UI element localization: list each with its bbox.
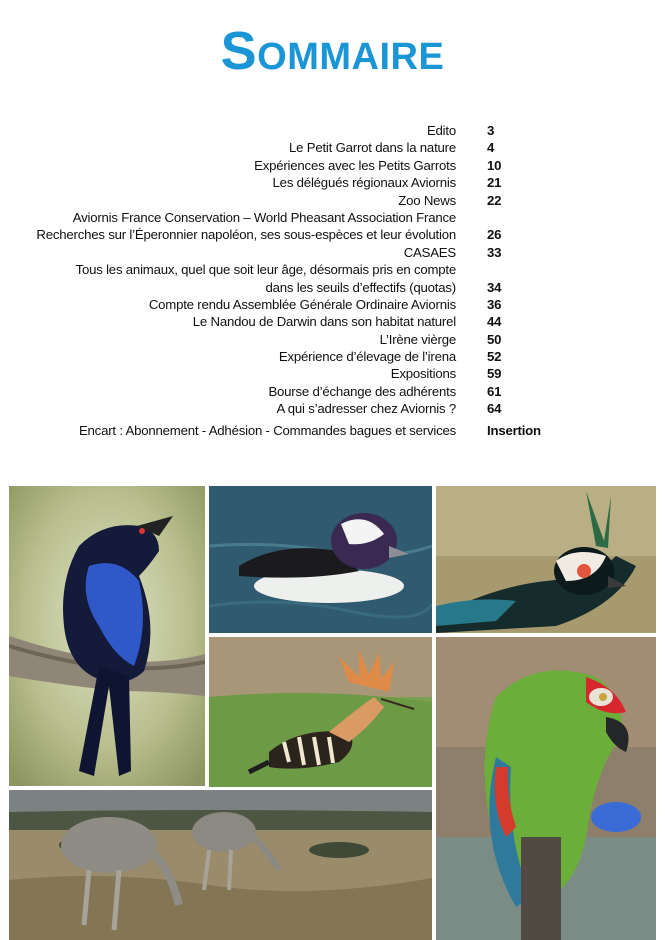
toc-row[interactable] (60, 383, 560, 400)
toc-page: 50 (487, 331, 502, 347)
toc-label: A qui s’adresser chez Aviornis ? (276, 401, 456, 417)
macaw-photo (436, 637, 656, 940)
toc-row[interactable] (60, 261, 560, 278)
toc-page: 33 (487, 244, 502, 260)
toc-label: L’Irène vièrge (379, 331, 456, 347)
toc-label: dans les seuils d’effectifs (quotas) (265, 279, 456, 295)
toc-page: 52 (487, 349, 502, 365)
toc-label: Expositions (390, 366, 456, 382)
rheas-photo (9, 790, 432, 940)
bufflehead-photo (209, 486, 432, 633)
toc-row[interactable] (60, 331, 560, 348)
toc-row[interactable] (60, 192, 560, 209)
toc-page: 26 (487, 227, 502, 243)
toc-label: Aviornis France Conservation – World Pheasant Association France (72, 209, 456, 225)
toc-label: Bourse d’échange des adhérents (268, 383, 456, 399)
toc-page: 36 (487, 296, 502, 312)
table-of-contents (36, 122, 560, 439)
toc-label: Recherches sur l’Éperonnier napoléon, ses sous-espèces et leur évolution (36, 227, 456, 243)
toc-row[interactable] (60, 157, 560, 174)
toc-page: 59 (487, 366, 502, 382)
bluebird-photo (9, 486, 205, 786)
toc-page: 61 (487, 383, 502, 399)
toc-row[interactable] (60, 279, 560, 296)
toc-page: 34 (487, 279, 502, 295)
toc-label: Compte rendu Assemblée Générale Ordinaire Aviornis (148, 296, 456, 312)
toc-row[interactable] (60, 313, 560, 330)
toc-row[interactable] (60, 139, 560, 156)
toc-label: Expérience d’élevage de l’irena (278, 349, 456, 365)
toc-row[interactable] (60, 209, 560, 226)
toc-row[interactable] (60, 244, 560, 261)
toc-row[interactable] (60, 348, 560, 365)
toc-row[interactable] (60, 365, 560, 382)
toc-row[interactable] (60, 422, 560, 439)
toc-row[interactable] (60, 296, 560, 313)
toc-row[interactable] (60, 174, 560, 191)
pheasant-photo (436, 486, 656, 633)
toc-row[interactable] (36, 226, 560, 243)
toc-label: Le Nandou de Darwin dans son habitat naturel (192, 314, 456, 330)
page-title: Sommaire (220, 21, 445, 81)
toc-label: Tous les animaux, quel que soit leur âge, désormais pris en compte (75, 262, 456, 278)
toc-page: 22 (487, 192, 502, 208)
toc-label: Encart : Abonnement - Adhésion - Commandes bagues et services (78, 422, 456, 438)
toc-page: 64 (487, 401, 502, 417)
toc-page: 4 (487, 140, 495, 156)
toc-label: Les délégués régionaux Aviornis (272, 175, 456, 191)
toc-label: CASAES (403, 244, 456, 260)
toc-row[interactable] (60, 400, 560, 417)
toc-label: Edito (426, 123, 456, 138)
toc-page: 21 (487, 175, 502, 191)
toc-page: Insertion (487, 422, 541, 438)
toc-page: 3 (487, 123, 495, 138)
toc-label: Le Petit Garrot dans la nature (288, 140, 456, 156)
toc-page: 10 (487, 157, 502, 173)
hoopoe-photo (209, 637, 432, 787)
toc-page: 44 (487, 314, 502, 330)
toc-label: Zoo News (398, 192, 456, 208)
toc-label: Expériences avec les Petits Garrots (254, 157, 456, 173)
toc-row[interactable] (60, 122, 560, 139)
